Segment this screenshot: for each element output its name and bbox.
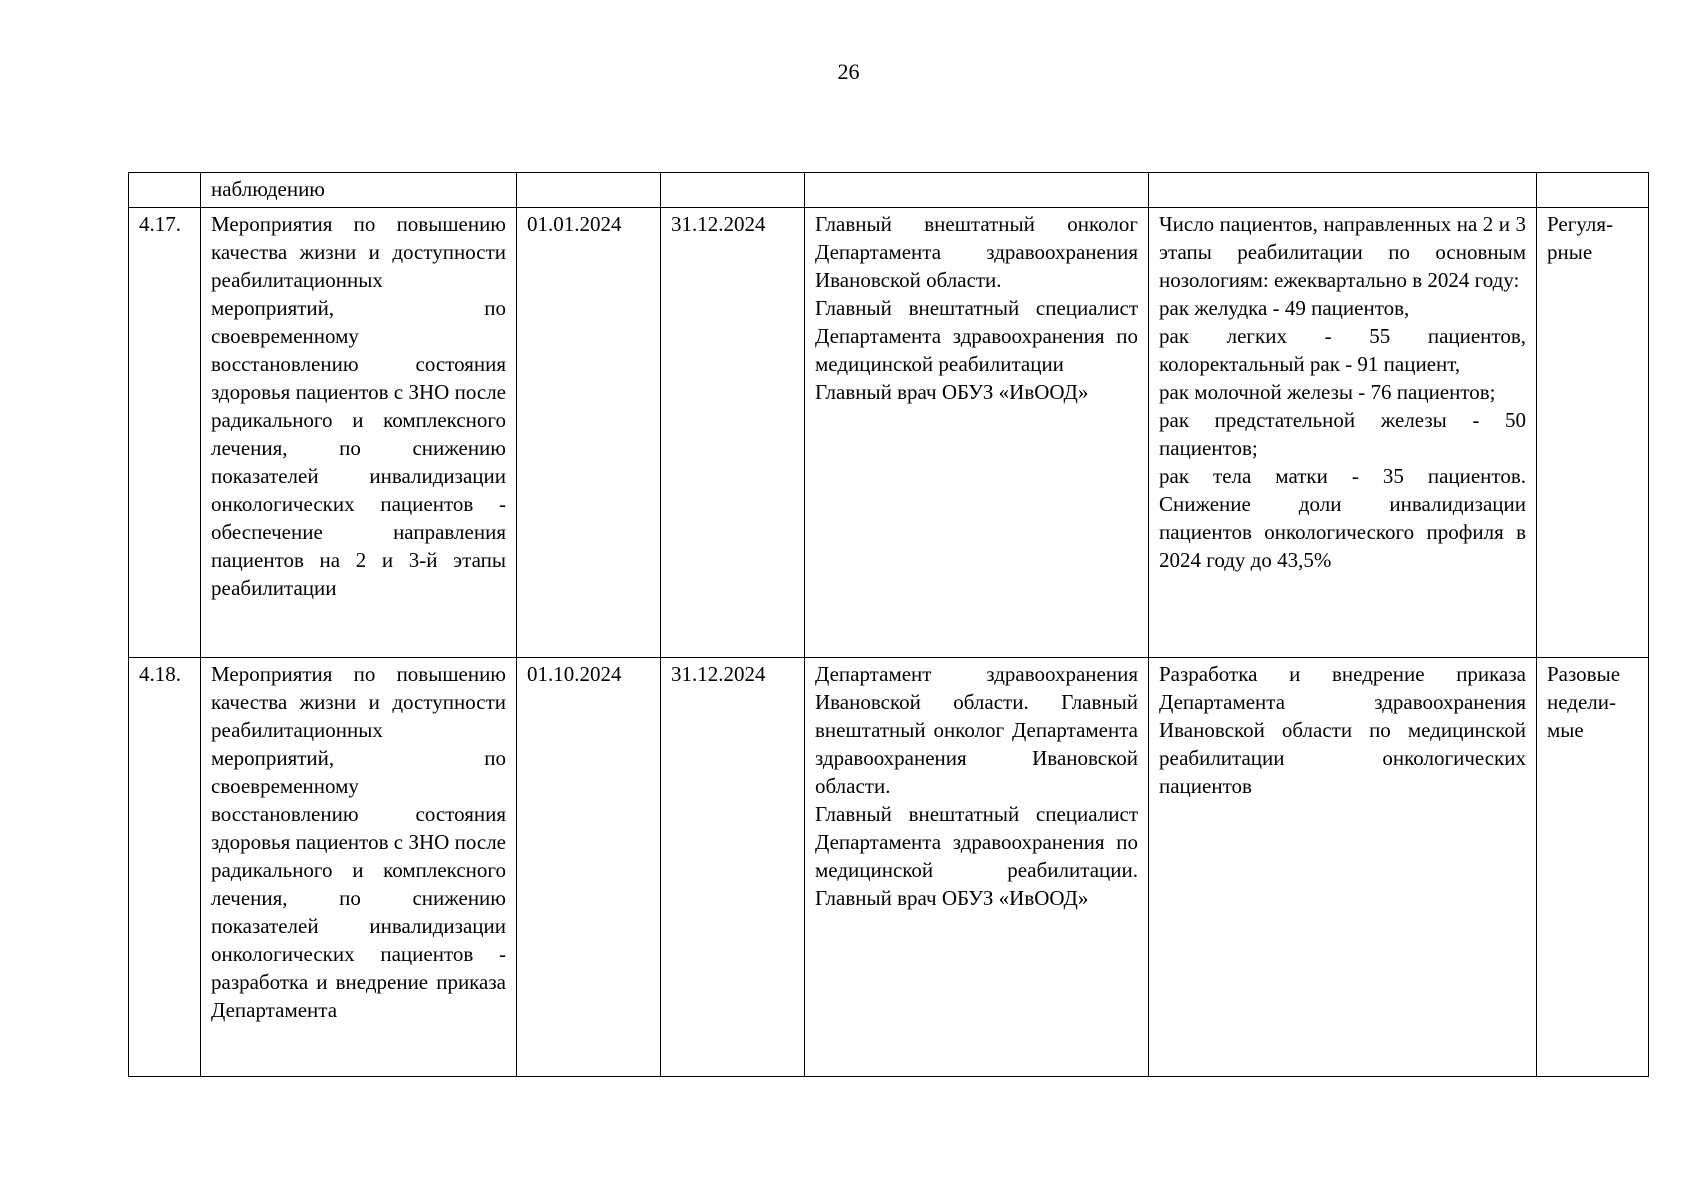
cell-result (1149, 173, 1537, 208)
cell-measure: наблюдению (201, 173, 517, 208)
cell-responsible (805, 173, 1149, 208)
cell-start-date: 01.01.2024 (517, 208, 661, 658)
cell-end-date (661, 173, 805, 208)
cell-measure: Мероприятия по повышению качества жизни и доступности реабилитационных мероприятий, по своевременному восстановлению состояния здоровья пациентов с ЗНО после радикального и комплексного лечения, по снижению показателей инвалидизации онкологических пациентов - обеспечение направления пациентов на 2 и 3-й этапы реабилитации (201, 208, 517, 658)
cell-type (1537, 173, 1649, 208)
result-line: Разработка и внедрение приказа Департамента здравоохранения Ивановской области по медицинской реабилитации онкологических пациентов (1159, 662, 1526, 798)
cell-measure: Мероприятия по повышению качества жизни и доступности реабилитационных мероприятий, по своевременному восстановлению состояния здоровья пациентов с ЗНО после радикального и комплексного лечения, по снижению показателей инвалидизации онкологических пациентов - разработка и внедрение приказа Департамента (201, 658, 517, 1077)
measures-table (128, 172, 1649, 1077)
table-row (129, 208, 1649, 658)
result-line: рак легких - 55 пациентов, колоректальный рак - 91 пациент, (1159, 324, 1526, 376)
result-line: рак тела матки - 35 пациентов. Снижение доли инвалидизации пациентов онкологического профиля в 2024 году до 43,5% (1159, 464, 1526, 572)
cell-result (1149, 208, 1537, 658)
table-row-continuation (129, 173, 1649, 208)
cell-responsible (805, 208, 1149, 658)
table-row (129, 658, 1649, 1077)
cell-id: 4.17. (129, 208, 201, 658)
responsible-line: Главный внештатный онколог Департамента здравоохранения Ивановской области. (815, 212, 1138, 292)
cell-start-date (517, 173, 661, 208)
cell-id: 4.18. (129, 658, 201, 1077)
cell-responsible (805, 658, 1149, 1077)
result-line: Число пациентов, направленных на 2 и 3 этапы реабилитации по основным нозологиям: ежеквартально в 2024 году: (1159, 212, 1526, 292)
cell-type: Разовые недели-мые (1537, 658, 1649, 1077)
cell-result (1149, 658, 1537, 1077)
responsible-line: Департамент здравоохранения Ивановской области. Главный внештатный онколог Департамента здравоохранения Ивановской области. (815, 662, 1138, 798)
cell-id (129, 173, 201, 208)
responsible-line: Главный внештатный специалист Департамента здравоохранения по медицинской реабилитации (815, 296, 1138, 376)
result-line: рак предстательной железы - 50 пациентов; (1159, 408, 1526, 460)
page-number: 26 (837, 59, 860, 84)
result-line: рак молочной железы - 76 пациентов; (1159, 380, 1496, 404)
cell-start-date: 01.10.2024 (517, 658, 661, 1077)
cell-type: Регуля-рные (1537, 208, 1649, 658)
responsible-line: Главный врач ОБУЗ «ИвООД» (815, 380, 1089, 404)
responsible-line: Главный внештатный специалист Департамента здравоохранения по медицинской реабилитации. Главный врач ОБУЗ «ИвООД» (815, 802, 1138, 910)
cell-end-date: 31.12.2024 (661, 658, 805, 1077)
result-line: рак желудка - 49 пациентов, (1159, 296, 1410, 320)
cell-end-date: 31.12.2024 (661, 208, 805, 658)
